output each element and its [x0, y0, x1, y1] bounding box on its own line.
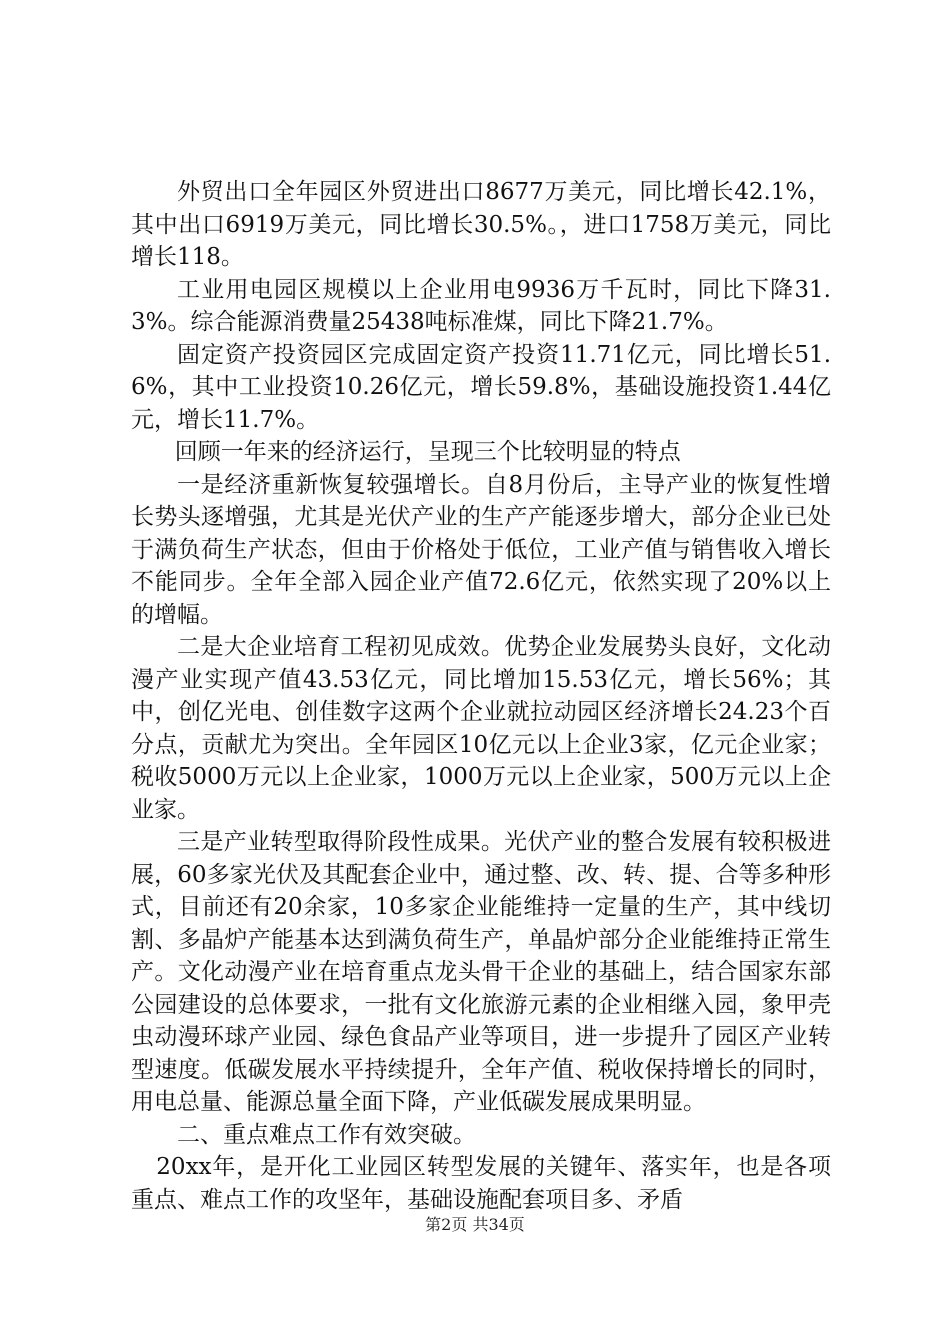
- paragraph-foreign-trade: 外贸出口全年园区外贸进出口8677万美元，同比增长42.1%，其中出口6919万美元，同比增长30.5%。，进口1758万美元，同比增长118。: [131, 179, 831, 270]
- paragraph-feature-two: 二是大企业培育工程初见成效。优势企业发展势头良好，文化动漫产业实现产值43.53亿元，同比增加15.53亿元，增长56%；其中，创亿光电、创佳数字这两个企业就拉动园区经济增长24.23个百分点，贡献尤为突出。全年园区10亿元以上企业3家，亿元企业家；税收5000万元以上企业家，1000万元以上企业家，500万元以上企业家。: [131, 634, 831, 823]
- section-heading-key-work: 二、重点难点工作有效突破。: [177, 1121, 476, 1148]
- paragraph-fixed-investment: 固定资产投资园区完成固定资产投资11.71亿元，同比增长51.6%，其中工业投资10.26亿元，增长59.8%，基础设施投资1.44亿元，增长11.7%。: [131, 341, 831, 433]
- paragraph-industrial-power: 工业用电园区规模以上企业用电9936万千瓦时，同比下降31.3%。综合能源消费量25438吨标准煤，同比下降21.7%。: [131, 276, 831, 335]
- paragraph-feature-one: 一是经济重新恢复较强增长。自8月份后，主导产业的恢复性增长势头逐增强，尤其是光伏产业的生产产能逐步增大，部分企业已处于满负荷生产状态，但由于价格处于低位，工业产值与销售收入增长不能同步。全年全部入园企业产值72.6亿元，依然实现了20%以上的增幅。: [131, 471, 831, 628]
- page-number-footer: 第2页 共34页: [425, 1215, 525, 1234]
- paragraph-review-heading: 回顾一年来的经济运行，呈现三个比较明显的特点: [174, 439, 681, 465]
- paragraph-20xx: 20xx年，是开化工业园区转型发展的关键年、落实年，也是各项重点、难点工作的攻坚年，基础设施配套项目多、矛盾: [131, 1154, 831, 1213]
- paragraph-feature-three: 三是产业转型取得阶段性成果。光伏产业的整合发展有较积极进展，60多家光伏及其配套企业中，通过整、改、转、提、合等多种形式，目前还有20余家，10多家企业能维持一定量的生产，其中线切割、多晶炉产能基本达到满负荷生产，单晶炉部分企业能维持正常生产。文化动漫产业在培育重点龙头骨干企业的基础上，结合国家东部公园建设的总体要求，一批有文化旅游元素的企业相继入园，象甲壳虫动漫环球产业园、绿色食品产业等项目，进一步提升了园区产业转型速度。低碳发展水平持续提升，全年产值、税收保持增长的同时，用电总量、能源总量全面下降，产业低碳发展成果明显。: [131, 829, 831, 1115]
- document-body: [131, 176, 831, 1216]
